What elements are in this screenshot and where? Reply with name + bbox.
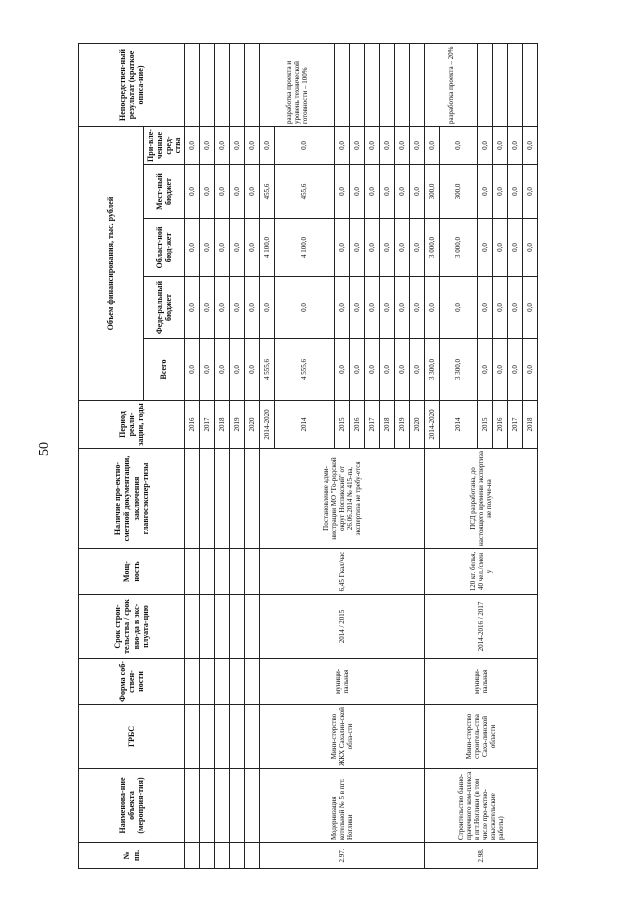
attracted-cell: 0,0 — [230, 127, 245, 165]
local-cell: 0,0 — [185, 165, 200, 219]
local-cell: 0,0 — [523, 165, 538, 219]
federal-cell: 0,0 — [275, 277, 335, 339]
federal-cell: 0,0 — [335, 277, 350, 339]
col-funding-header: Объем финансирования, тыс. рублей — [79, 127, 144, 401]
col-years-header: Период реали-зации, годы — [79, 401, 185, 449]
attracted-cell: 0,0 — [275, 127, 335, 165]
year-cell: 2018 — [523, 401, 538, 449]
total-cell: 0,0 — [395, 339, 410, 401]
item-period: 2014 / 2015 — [260, 595, 425, 659]
local-cell: 0,0 — [410, 165, 425, 219]
year-cell: 2015 — [335, 401, 350, 449]
item-name: Модернизация котельной № 5 в пгт. Ноглики — [260, 769, 425, 843]
item-docs: ПСД разработана, до настоящего времени экспертиза не получе-на — [425, 449, 538, 549]
item-number: 2.98. — [425, 843, 538, 869]
year-cell: 2018 — [380, 401, 395, 449]
col-federal-header: Феде-ральный бюджет — [144, 277, 185, 339]
table-row — [185, 44, 200, 869]
federal-cell: 0,0 — [185, 277, 200, 339]
year-cell: 2020 — [410, 401, 425, 449]
attracted-cell: 0,0 — [350, 127, 365, 165]
item-grbs: Мини-стерство ЖКХ Сахалин-ской обла-сти — [260, 705, 425, 769]
federal-cell: 0,0 — [200, 277, 215, 339]
item-period: 2014-2016 / 2017 — [425, 595, 538, 659]
col-num-header: № пп. — [79, 843, 185, 869]
total-cell: 3 300,0 — [440, 339, 478, 401]
regional-cell: 0,0 — [215, 219, 230, 277]
item-grbs: Мини-стерство строитель-ства Саха-линской области — [425, 705, 538, 769]
year-cell: 2018 — [215, 401, 230, 449]
local-cell: 0,0 — [350, 165, 365, 219]
total-cell: 0,0 — [185, 339, 200, 401]
regional-cell: 0,0 — [230, 219, 245, 277]
attracted-cell: 0,0 — [215, 127, 230, 165]
federal-cell: 0,0 — [493, 277, 508, 339]
local-cell: 0,0 — [245, 165, 260, 219]
year-cell: 2017 — [200, 401, 215, 449]
item-number: 2.97. — [260, 843, 425, 869]
federal-cell: 0,0 — [230, 277, 245, 339]
total-cell: 0,0 — [335, 339, 350, 401]
regional-cell: 0,0 — [335, 219, 350, 277]
total-cell: 0,0 — [365, 339, 380, 401]
table-row — [215, 44, 230, 869]
total-cell: 4 555,6 — [260, 339, 275, 401]
attracted-cell: 0,0 — [508, 127, 523, 165]
local-cell: 0,0 — [365, 165, 380, 219]
year-cell: 2014-2020 — [260, 401, 275, 449]
table-row — [425, 44, 440, 869]
regional-cell: 3 000,0 — [440, 219, 478, 277]
regional-cell: 0,0 — [380, 219, 395, 277]
item-docs: Постановление адми-нистрации МО "Го-родской округ Ногликский" от 26.06.2014 № 415-па, экспертиза не требу-ется — [260, 449, 425, 549]
attracted-cell: 0,0 — [425, 127, 440, 165]
regional-cell: 0,0 — [185, 219, 200, 277]
col-local-header: Мест-ный бюджет — [144, 165, 185, 219]
local-cell: 455,6 — [260, 165, 275, 219]
local-cell: 0,0 — [380, 165, 395, 219]
total-cell: 0,0 — [380, 339, 395, 401]
col-ownership-header: Форма соб-ствен-ности — [79, 659, 185, 705]
regional-cell: 4 100,0 — [275, 219, 335, 277]
local-cell: 0,0 — [200, 165, 215, 219]
table-row — [200, 44, 215, 869]
federal-cell: 0,0 — [380, 277, 395, 339]
year-cell: 2014 — [275, 401, 335, 449]
federal-cell: 0,0 — [508, 277, 523, 339]
local-cell: 0,0 — [493, 165, 508, 219]
regional-cell: 3 000,0 — [425, 219, 440, 277]
regional-cell: 0,0 — [508, 219, 523, 277]
regional-cell: 0,0 — [200, 219, 215, 277]
col-name-header: Наименова-ние объекта (мероприя-тия) — [79, 769, 185, 843]
regional-cell: 0,0 — [478, 219, 493, 277]
total-cell: 0,0 — [230, 339, 245, 401]
total-cell: 3 300,0 — [425, 339, 440, 401]
attracted-cell: 0,0 — [478, 127, 493, 165]
regional-cell: 0,0 — [365, 219, 380, 277]
total-cell: 0,0 — [245, 339, 260, 401]
federal-cell: 0,0 — [478, 277, 493, 339]
item-ownership: муници-пальная — [260, 659, 425, 705]
attracted-cell: 0,0 — [410, 127, 425, 165]
attracted-cell: 0,0 — [380, 127, 395, 165]
page-number: 50 — [37, 442, 52, 456]
attracted-cell: 0,0 — [395, 127, 410, 165]
regional-cell: 0,0 — [523, 219, 538, 277]
total-cell: 0,0 — [523, 339, 538, 401]
year-cell: 2019 — [230, 401, 245, 449]
local-cell: 0,0 — [395, 165, 410, 219]
federal-cell: 0,0 — [440, 277, 478, 339]
attracted-cell: 0,0 — [260, 127, 275, 165]
attracted-cell: 0,0 — [245, 127, 260, 165]
attracted-cell: 0,0 — [493, 127, 508, 165]
table-row — [260, 44, 275, 869]
attracted-cell: 0,0 — [200, 127, 215, 165]
regional-cell: 0,0 — [350, 219, 365, 277]
table-row — [230, 44, 245, 869]
year-cell: 2016 — [185, 401, 200, 449]
header-row-1 — [79, 44, 144, 869]
year-cell: 2019 — [395, 401, 410, 449]
year-cell: 2017 — [365, 401, 380, 449]
rotated-table-wrapper — [78, 44, 615, 869]
federal-cell: 0,0 — [395, 277, 410, 339]
federal-cell: 0,0 — [260, 277, 275, 339]
item-capacity: 6,45 Гкал/час — [260, 549, 425, 595]
table-row — [245, 44, 260, 869]
col-regional-header: Област-ной бюд-жет — [144, 219, 185, 277]
attracted-cell: 0,0 — [365, 127, 380, 165]
year-cell: 2016 — [350, 401, 365, 449]
col-docs-header: Наличие про-ектно-сметной документации, заключения главгосэкспер-тизы — [79, 449, 185, 549]
local-cell: 0,0 — [478, 165, 493, 219]
local-cell: 455,6 — [275, 165, 335, 219]
item-capacity: 120 кг. белья, 40 чел./смен у — [425, 549, 538, 595]
regional-cell: 0,0 — [395, 219, 410, 277]
item-ownership: муници-пальная — [425, 659, 538, 705]
attracted-cell: 0,0 — [523, 127, 538, 165]
federal-cell: 0,0 — [215, 277, 230, 339]
local-cell: 300,0 — [440, 165, 478, 219]
total-cell: 0,0 — [215, 339, 230, 401]
local-cell: 0,0 — [335, 165, 350, 219]
local-cell: 0,0 — [215, 165, 230, 219]
item-result: разработка проекта – 20% — [425, 44, 478, 127]
year-cell: 2016 — [493, 401, 508, 449]
attracted-cell: 0,0 — [440, 127, 478, 165]
federal-cell: 0,0 — [425, 277, 440, 339]
local-cell: 0,0 — [230, 165, 245, 219]
total-cell: 0,0 — [493, 339, 508, 401]
total-cell: 0,0 — [508, 339, 523, 401]
year-cell: 2020 — [245, 401, 260, 449]
col-capacity-header: Мощ-ность — [79, 549, 185, 595]
federal-cell: 0,0 — [365, 277, 380, 339]
item-name: Строительство банно-прачечного ком-плекса в пгт.Ноглики (в том числе про-ектно-изыскательские работы) — [425, 769, 538, 843]
col-result-header: Непосредствен-ный результат (краткое описа-ние) — [79, 44, 185, 127]
year-cell: 2017 — [508, 401, 523, 449]
total-cell: 0,0 — [350, 339, 365, 401]
total-cell: 0,0 — [410, 339, 425, 401]
total-cell: 0,0 — [478, 339, 493, 401]
regional-cell: 0,0 — [493, 219, 508, 277]
local-cell: 300,0 — [425, 165, 440, 219]
regional-cell: 4 100,0 — [260, 219, 275, 277]
col-grbs-header: ГРБС — [79, 705, 185, 769]
regional-cell: 0,0 — [410, 219, 425, 277]
year-cell: 2015 — [478, 401, 493, 449]
funding-table — [78, 43, 538, 869]
attracted-cell: 0,0 — [335, 127, 350, 165]
local-cell: 0,0 — [508, 165, 523, 219]
col-attracted-header: При-вле-ченные сред-ства — [144, 127, 185, 165]
col-period-header: Срок строи-тельства / срок вво-да в экс-плуата-цию — [79, 595, 185, 659]
regional-cell: 0,0 — [245, 219, 260, 277]
col-total-header: Всего — [144, 339, 185, 401]
total-cell: 0,0 — [200, 339, 215, 401]
year-cell: 2014-2020 — [425, 401, 440, 449]
federal-cell: 0,0 — [245, 277, 260, 339]
federal-cell: 0,0 — [410, 277, 425, 339]
attracted-cell: 0,0 — [185, 127, 200, 165]
federal-cell: 0,0 — [350, 277, 365, 339]
federal-cell: 0,0 — [523, 277, 538, 339]
total-cell: 4 555,6 — [275, 339, 335, 401]
year-cell: 2014 — [440, 401, 478, 449]
item-result: разработка проекта и уровень технической готовности – 100% — [260, 44, 335, 127]
